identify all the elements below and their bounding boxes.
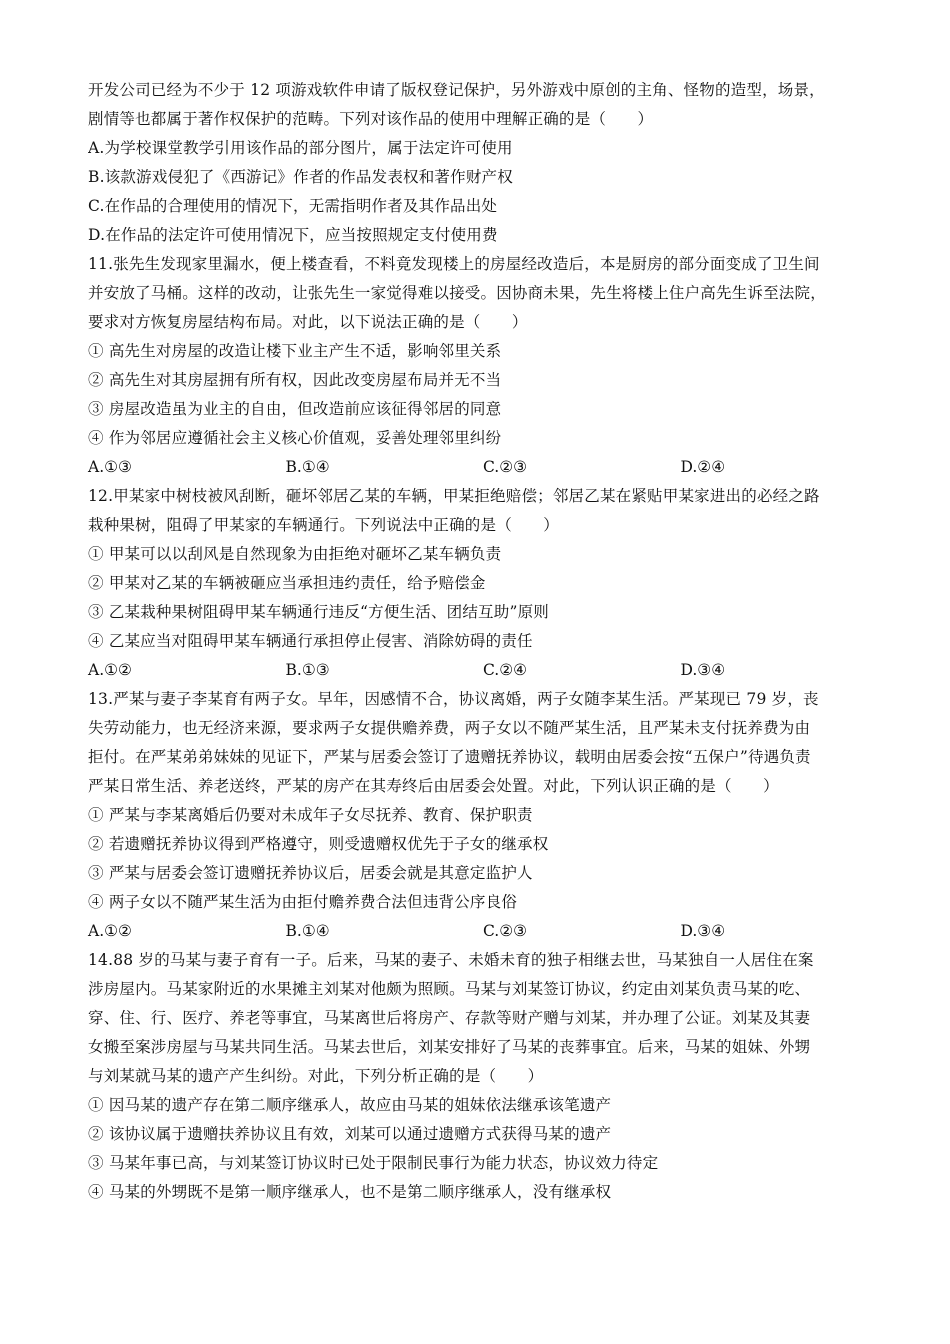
choice-b: B.①④ <box>285 922 330 940</box>
answer-choices <box>88 917 878 946</box>
answer-choices <box>88 453 878 482</box>
question-text-line: 14.88 岁的马某与妻子育有一子。后来，马某的妻子、未婚未育的独子相继去世，马某独自一人居住在案 <box>88 951 814 969</box>
statement-2: ② 高先生对其房屋拥有所有权，因此改变房屋布局并无不当 <box>88 371 502 389</box>
choice-c: C.②③ <box>483 922 528 940</box>
option-b: B.该款游戏侵犯了《西游记》作者的作品发表权和著作财产权 <box>88 168 513 186</box>
statement-3: ③ 马某年事已高，与刘某签订协议时已处于限制民事行为能力状态，协议效力待定 <box>88 1154 659 1172</box>
choice-d: D.③④ <box>680 661 726 679</box>
question-12 <box>88 482 878 685</box>
question-text-line: 严某日常生活、养老送终，严某的房产在其寿终后由居委会处置。对此，下列认识正确的是（ ） <box>88 777 779 795</box>
question-text-line: 失劳动能力，也无经济来源，要求两子女提供赡养费，两子女以不随严某生活，且严某未支付抚养费为由 <box>88 719 811 737</box>
choice-c: C.②③ <box>483 458 528 476</box>
choice-b: B.①④ <box>285 458 330 476</box>
option-a: A.为学校课堂教学引用该作品的部分图片，属于法定许可使用 <box>88 139 513 157</box>
question-text-line: 拒付。在严某弟弟妹妹的见证下，严某与居委会签订了遗赠抚养协议，载明由居委会按“五保户”待遇负责 <box>88 748 811 766</box>
question-text-line: 女搬至案涉房屋与马某共同生活。马某去世后，刘某安排好了马某的丧葬事宜。后来，马某的姐妹、外甥 <box>88 1038 811 1056</box>
option-d: D.在作品的法定许可使用情况下，应当按照规定支付使用费 <box>88 226 498 244</box>
question-text-line: 12.甲某家中树枝被风刮断，砸坏邻居乙某的车辆，甲某拒绝赔偿；邻居乙某在紧贴甲某家进出的必经之路 <box>88 487 820 505</box>
choice-b: B.①③ <box>285 661 330 679</box>
question-text-line: 要求对方恢复房屋结构布局。对此，以下说法正确的是（ ） <box>88 313 528 331</box>
statement-1: ① 严某与李某离婚后仍要对未成年子女尽抚养、教育、保护职责 <box>88 806 533 824</box>
question-text-line: 并安放了马桶。这样的改动，让张先生一家觉得难以接受。因协商未果，先生将楼上住户高先生诉至法院， <box>88 284 826 302</box>
question-10-continuation <box>88 76 878 250</box>
choice-d: D.③④ <box>680 922 726 940</box>
question-text-line: 开发公司已经为不少于 12 项游戏软件申请了版权登记保护，另外游戏中原创的主角、怪物的造型，场景， <box>88 81 825 99</box>
question-text-line: 与刘某就马某的遗产产生纠纷。对此，下列分析正确的是（ ） <box>88 1067 544 1085</box>
statement-4: ④ 马某的外甥既不是第一顺序继承人，也不是第二顺序继承人，没有继承权 <box>88 1183 612 1201</box>
choice-a: A.①② <box>88 922 132 940</box>
choice-c: C.②④ <box>483 661 528 679</box>
statement-4: ④ 两子女以不随严某生活为由拒付赡养费合法但违背公序良俗 <box>88 893 518 911</box>
statement-4: ④ 乙某应当对阻碍甲某车辆通行承担停止侵害、消除妨碍的责任 <box>88 632 533 650</box>
statement-1: ① 高先生对房屋的改造让楼下业主产生不适，影响邻里关系 <box>88 342 502 360</box>
question-text-line: 剧情等也都属于著作权保护的范畴。下列对该作品的使用中理解正确的是（ ） <box>88 110 654 128</box>
question-text-line: 涉房屋内。马某家附近的水果摊主刘某对他颇为照顾。马某与刘某签订协议，约定由刘某负责马某的吃、 <box>88 980 811 998</box>
exam-page <box>88 76 878 1207</box>
question-text-line: 13.严某与妻子李某育有两子女。早年，因感情不合，协议离婚，两子女随李某生活。严某现已 79 岁，丧 <box>88 690 819 708</box>
statement-3: ③ 房屋改造虽为业主的自由，但改造前应该征得邻居的同意 <box>88 400 502 418</box>
statement-2: ② 甲某对乙某的车辆被砸应当承担违约责任，给予赔偿金 <box>88 574 486 592</box>
choice-a: A.①③ <box>88 458 132 476</box>
choice-d: D.②④ <box>680 458 726 476</box>
question-text-line: 11.张先生发现家里漏水，便上楼查看，不料竟发现楼上的房屋经改造后，本是厨房的部分面变成了卫生间 <box>88 255 820 273</box>
statement-2: ② 若遗赠抚养协议得到严格遵守，则受遗赠权优先于子女的继承权 <box>88 835 549 853</box>
question-11 <box>88 250 878 482</box>
question-text-line: 栽种果树，阻碍了甲某家的车辆通行。下列说法中正确的是（ ） <box>88 516 560 534</box>
statement-3: ③ 严某与居委会签订遗赠抚养协议后，居委会就是其意定监护人 <box>88 864 533 882</box>
option-c: C.在作品的合理使用的情况下，无需指明作者及其作品出处 <box>88 197 498 215</box>
answer-choices <box>88 656 878 685</box>
question-text-line: 穿、住、行、医疗、养老等事宜，马某离世后将房产、存款等财产赠与刘某，并办理了公证。刘某及其妻 <box>88 1009 811 1027</box>
question-14 <box>88 946 878 1207</box>
statement-1: ① 因马某的遗产存在第二顺序继承人，故应由马某的姐妹依法继承该笔遗产 <box>88 1096 612 1114</box>
statement-4: ④ 作为邻居应遵循社会主义核心价值观，妥善处理邻里纠纷 <box>88 429 502 447</box>
statement-2: ② 该协议属于遗赠扶养协议且有效，刘某可以通过遗赠方式获得马某的遗产 <box>88 1125 612 1143</box>
statement-3: ③ 乙某栽种果树阻碍甲某车辆通行违反“方便生活、团结互助”原则 <box>88 603 549 621</box>
choice-a: A.①② <box>88 661 132 679</box>
statement-1: ① 甲某可以以刮风是自然现象为由拒绝对砸坏乙某车辆负责 <box>88 545 502 563</box>
question-13 <box>88 685 878 946</box>
